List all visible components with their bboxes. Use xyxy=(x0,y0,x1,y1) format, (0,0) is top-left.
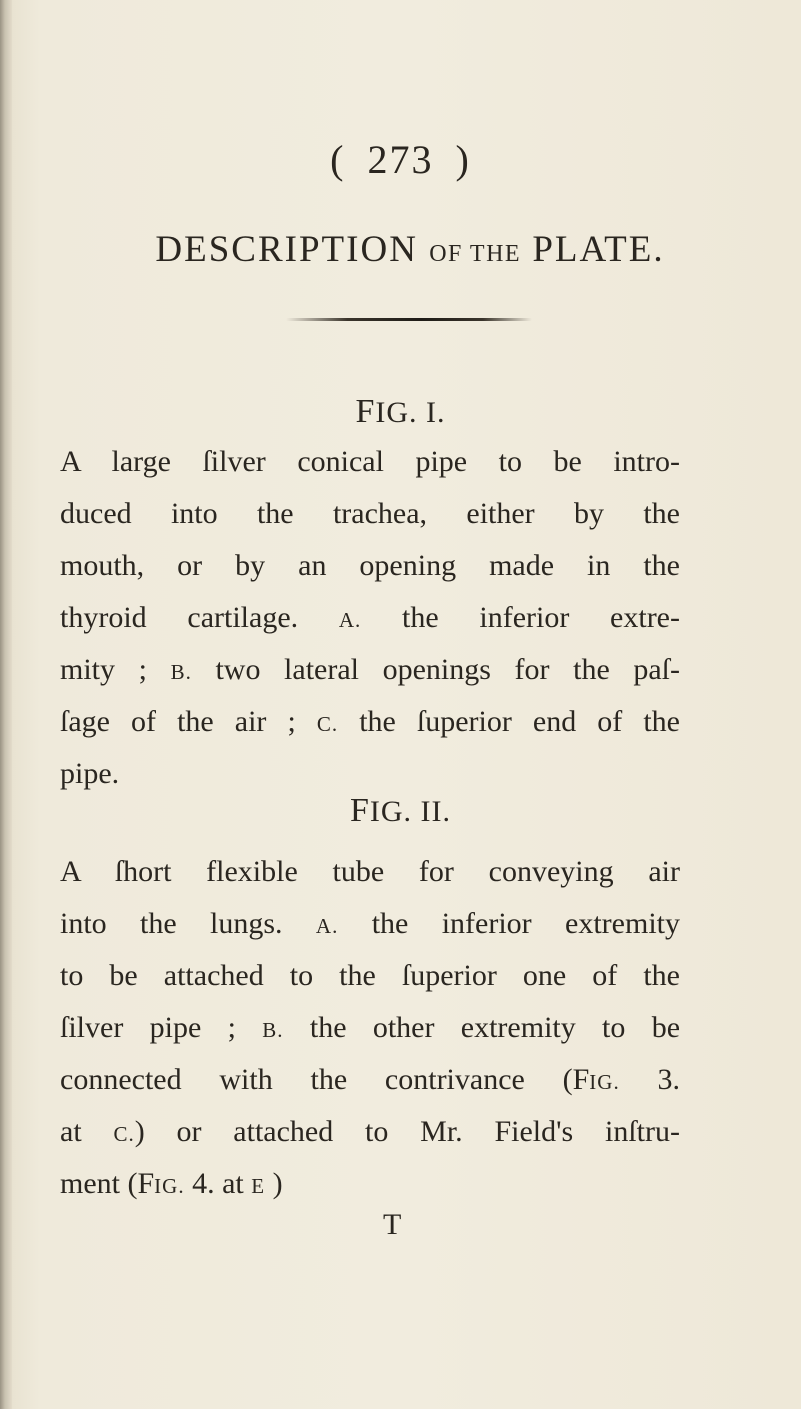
fig-2-line-4 xyxy=(60,1002,680,1054)
fig-2-heading-rest: IG. II. xyxy=(369,795,452,828)
title-of-the: OF THE xyxy=(429,241,522,267)
fig-2-heading xyxy=(0,792,801,830)
fig-2-line-6-a: at xyxy=(60,1115,82,1148)
fig-2-line-4-a: ſilver pipe ; xyxy=(60,1011,236,1044)
fig-2-label-a: A. xyxy=(315,914,339,938)
fig-2-line-6 xyxy=(60,1106,680,1158)
fig-2-label-c: C. xyxy=(113,1122,135,1146)
label-a: A. xyxy=(338,608,362,632)
fig-2-line-5-fig: IG. xyxy=(589,1070,620,1094)
title-divider-rule xyxy=(286,318,532,321)
fig-1-line-1: A large ſilver conical pipe to be intro- xyxy=(60,445,680,478)
fig-1-heading-rest: IG. I. xyxy=(375,396,446,429)
fig-1-line-5-text: mity ; xyxy=(60,653,147,686)
fig-1-line-6-text: ſage of the air ; xyxy=(60,705,296,738)
page-number: 273 xyxy=(367,137,434,182)
fig-2-line-7 xyxy=(60,1158,680,1210)
title-word-plate: PLATE. xyxy=(532,229,665,270)
page-title xyxy=(90,228,730,271)
fig-2-line-2-a: into the lungs. xyxy=(60,907,283,940)
fig-2-line-2-b: the inferior extremity xyxy=(371,907,680,940)
fig-1-heading xyxy=(0,393,801,431)
label-b: B. xyxy=(170,660,192,684)
fig-2-line-2 xyxy=(60,898,680,950)
fig-1-line-6-rest: the ſuperior end of the xyxy=(359,705,681,738)
close-paren: ) xyxy=(455,137,471,182)
fig-2-line-7-fig: IG. xyxy=(154,1174,185,1198)
fig-2-line-7-a: ment (F xyxy=(60,1167,155,1200)
fig-1-line-7: pipe. xyxy=(60,757,120,790)
fig-1-line-4-text: thyroid cartilage. xyxy=(60,601,299,634)
fig-2-line-5-b: 3. xyxy=(657,1063,680,1096)
catchword: T xyxy=(383,1208,402,1241)
fig-2-label-e: E xyxy=(251,1174,266,1198)
page-number-header xyxy=(0,136,801,183)
fig-2-line-1: A ſhort flexible tube for conveying air xyxy=(60,855,680,888)
fig-1-line-3: mouth, or by an opening made in the xyxy=(60,549,680,582)
fig-1-line-4 xyxy=(60,592,680,644)
fig-1-description xyxy=(60,436,680,800)
fig-2-heading-cap: F xyxy=(349,792,370,829)
page-binding-edge xyxy=(0,0,12,1409)
fig-2-description xyxy=(60,846,680,1210)
fig-2-line-6-b: ) or attached to Mr. Field's inſtru- xyxy=(134,1115,680,1148)
fig-1-line-6 xyxy=(60,696,680,748)
fig-1-heading-cap: F xyxy=(355,393,376,430)
fig-2-line-5 xyxy=(60,1054,680,1106)
fig-2-line-5-a: connected with the contrivance (F xyxy=(60,1063,590,1096)
title-word-description: DESCRIPTION xyxy=(155,229,418,270)
label-c: C. xyxy=(316,712,339,736)
fig-2-line-3: to be attached to the ſuperior one of the xyxy=(60,959,680,992)
fig-1-line-5-rest: two lateral openings for the paſ- xyxy=(215,653,681,686)
fig-2-line-4-b: the other extremity to be xyxy=(309,1011,681,1044)
fig-2-label-b: B. xyxy=(262,1018,284,1042)
open-paren: ( xyxy=(330,137,346,182)
fig-2-line-7-c: ) xyxy=(272,1167,283,1200)
fig-1-line-4-rest: the inferior extre- xyxy=(402,601,680,634)
fig-1-line-2: duced into the trachea, either by the xyxy=(60,497,680,530)
fig-2-line-7-b: 4. at xyxy=(192,1167,244,1200)
fig-1-line-5 xyxy=(60,644,680,696)
